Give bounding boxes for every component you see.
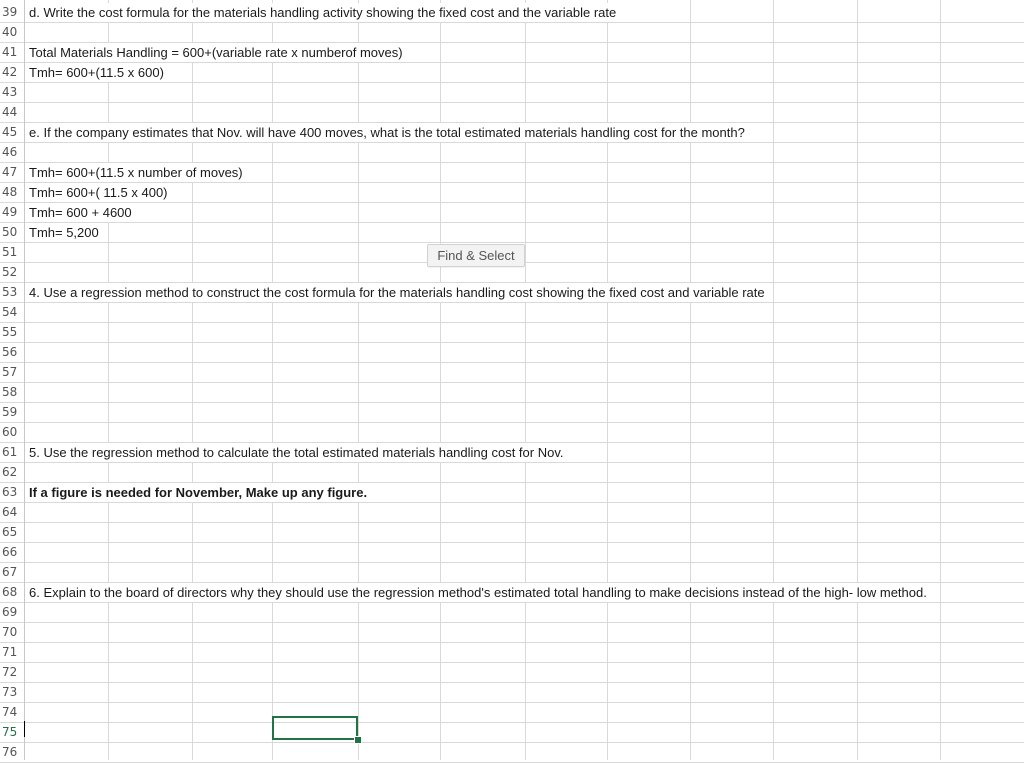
sheet-row[interactable] xyxy=(0,543,1024,563)
row-number[interactable]: 43 xyxy=(2,85,18,99)
cell-text[interactable]: 4. Use a regression method to construct the cost formula for the materials handling cost showing the fixed cost and variable rate xyxy=(29,283,768,302)
row-number[interactable]: 74 xyxy=(2,705,18,719)
row-number[interactable]: 58 xyxy=(2,385,18,399)
column-gridline xyxy=(857,0,858,760)
row-number[interactable]: 39 xyxy=(2,5,18,19)
cell-text[interactable]: Tmh= 600+(11.5 x number of moves) xyxy=(29,163,246,182)
sheet-row[interactable] xyxy=(0,463,1024,483)
column-gridline xyxy=(272,0,273,760)
cell-text[interactable]: If a figure is needed for November, Make up any figure. xyxy=(29,483,370,502)
sheet-row[interactable] xyxy=(0,143,1024,163)
row-number[interactable]: 48 xyxy=(2,185,18,199)
sheet-row[interactable] xyxy=(0,503,1024,523)
sheet-row[interactable] xyxy=(0,23,1024,43)
column-gridline xyxy=(607,0,608,760)
sheet-row[interactable] xyxy=(0,423,1024,443)
row-number[interactable]: 55 xyxy=(2,325,18,339)
row-number[interactable]: 75 xyxy=(2,725,18,739)
column-gridline xyxy=(440,0,441,760)
fill-handle[interactable] xyxy=(354,736,362,744)
sheet-row[interactable] xyxy=(0,323,1024,343)
row-number[interactable]: 62 xyxy=(2,465,18,479)
row-number[interactable]: 68 xyxy=(2,585,18,599)
row-number[interactable]: 59 xyxy=(2,405,18,419)
row-number[interactable]: 51 xyxy=(2,245,18,259)
row-number[interactable]: 69 xyxy=(2,605,18,619)
row-number[interactable]: 46 xyxy=(2,145,18,159)
sheet-row[interactable] xyxy=(0,563,1024,583)
row-number[interactable]: 57 xyxy=(2,365,18,379)
row-number[interactable]: 76 xyxy=(2,745,18,759)
sheet-row[interactable] xyxy=(0,623,1024,643)
find-select-button[interactable]: Find & Select xyxy=(427,244,525,267)
sheet-row[interactable] xyxy=(0,363,1024,383)
sheet-row[interactable] xyxy=(0,743,1024,763)
sheet-row[interactable] xyxy=(0,203,1024,223)
sheet-row[interactable] xyxy=(0,683,1024,703)
text-cursor xyxy=(24,721,25,737)
column-gridline xyxy=(358,0,359,760)
row-number[interactable]: 50 xyxy=(2,225,18,239)
sheet-row[interactable] xyxy=(0,523,1024,543)
cell-text[interactable]: Total Materials Handling = 600+(variable rate x numberof moves) xyxy=(29,43,406,62)
cell-text[interactable]: Tmh= 600 + 4600 xyxy=(29,203,135,222)
cell-text[interactable]: Tmh= 600+( 11.5 x 400) xyxy=(29,183,171,202)
row-number[interactable]: 41 xyxy=(2,45,18,59)
row-number[interactable]: 54 xyxy=(2,305,18,319)
column-gridline xyxy=(940,0,941,760)
row-number[interactable]: 53 xyxy=(2,285,18,299)
row-number[interactable]: 44 xyxy=(2,105,18,119)
row-number[interactable]: 70 xyxy=(2,625,18,639)
sheet-row[interactable] xyxy=(0,103,1024,123)
sheet-row[interactable] xyxy=(0,703,1024,723)
sheet-row[interactable] xyxy=(0,223,1024,243)
column-gridline xyxy=(525,0,526,760)
column-gridline xyxy=(773,0,774,760)
sheet-row[interactable] xyxy=(0,343,1024,363)
row-number[interactable]: 56 xyxy=(2,345,18,359)
row-number[interactable]: 66 xyxy=(2,545,18,559)
row-number[interactable]: 49 xyxy=(2,205,18,219)
row-number[interactable]: 71 xyxy=(2,645,18,659)
row-number[interactable]: 64 xyxy=(2,505,18,519)
column-gridline xyxy=(108,0,109,760)
selected-cell[interactable] xyxy=(272,716,358,740)
row-number[interactable]: 42 xyxy=(2,65,18,79)
row-number[interactable]: 40 xyxy=(2,25,18,39)
row-number[interactable]: 52 xyxy=(2,265,18,279)
row-number[interactable]: 61 xyxy=(2,445,18,459)
row-number[interactable]: 47 xyxy=(2,165,18,179)
sheet-row[interactable] xyxy=(0,643,1024,663)
sheet-row[interactable] xyxy=(0,83,1024,103)
row-number[interactable]: 73 xyxy=(2,685,18,699)
cell-text[interactable]: 6. Explain to the board of directors why they should use the regression method's estimated total handling to make decisions instead of the high- low method. xyxy=(29,583,930,602)
row-number[interactable]: 65 xyxy=(2,525,18,539)
cell-text[interactable]: Tmh= 600+(11.5 x 600) xyxy=(29,63,167,82)
sheet-row[interactable] xyxy=(0,663,1024,683)
column-gridline xyxy=(24,0,25,760)
row-number[interactable]: 45 xyxy=(2,125,18,139)
column-gridline xyxy=(192,0,193,760)
sheet-row[interactable] xyxy=(0,723,1024,743)
row-number[interactable]: 60 xyxy=(2,425,18,439)
cell-text[interactable]: 5. Use the regression method to calculate the total estimated materials handling cost for Nov. xyxy=(29,443,566,462)
row-number[interactable]: 72 xyxy=(2,665,18,679)
row-number[interactable]: 67 xyxy=(2,565,18,579)
sheet-row[interactable] xyxy=(0,603,1024,623)
sheet-row[interactable] xyxy=(0,303,1024,323)
cell-text[interactable]: Tmh= 5,200 xyxy=(29,223,102,242)
sheet-row[interactable] xyxy=(0,383,1024,403)
column-gridline xyxy=(690,0,691,760)
sheet-row[interactable] xyxy=(0,403,1024,423)
row-number[interactable]: 63 xyxy=(2,485,18,499)
cell-text[interactable]: e. If the company estimates that Nov. will have 400 moves, what is the total estimated materials handling cost for the month? xyxy=(29,123,748,142)
cell-text[interactable]: d. Write the cost formula for the materials handling activity showing the fixed cost and the variable rate xyxy=(29,3,619,22)
